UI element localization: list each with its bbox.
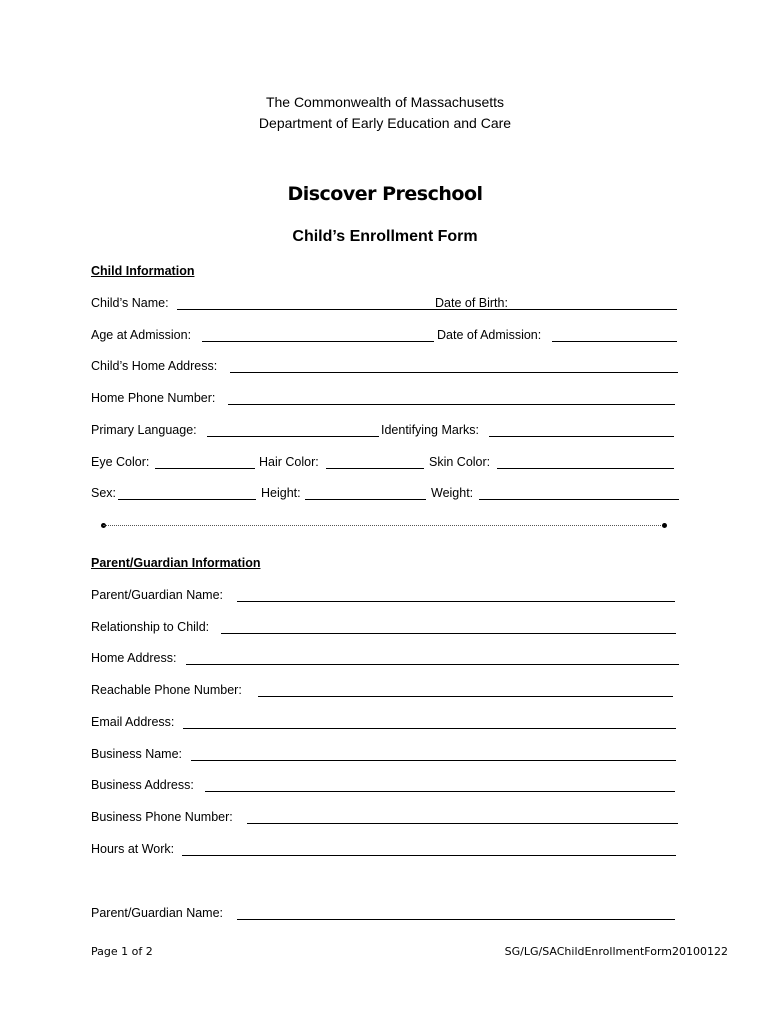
email-label: Email Address:	[91, 715, 175, 729]
weight-field[interactable]	[479, 499, 679, 500]
guardian-home-address-field[interactable]	[186, 664, 679, 665]
email-field[interactable]	[183, 728, 676, 729]
parent-information-heading: Parent/Guardian Information	[91, 556, 261, 570]
hair-color-label: Hair Color:	[259, 455, 319, 469]
date-of-admission-field[interactable]	[552, 341, 677, 342]
identifying-marks-label: Identifying Marks:	[381, 423, 479, 437]
childs-name-label: Child’s Name:	[91, 296, 169, 310]
hair-color-field[interactable]	[326, 468, 424, 469]
business-address-field[interactable]	[205, 791, 675, 792]
date-of-admission-label: Date of Admission:	[437, 328, 542, 342]
separator-right-dot	[662, 523, 667, 528]
primary-language-label: Primary Language:	[91, 423, 197, 437]
guardian-name-label: Parent/Guardian Name:	[91, 588, 224, 602]
guardian-name-2-field[interactable]	[237, 919, 675, 920]
age-at-admission-field[interactable]	[202, 341, 434, 342]
business-name-field[interactable]	[191, 760, 676, 761]
business-name-label: Business Name:	[91, 747, 183, 761]
date-of-birth-label: Date of Birth:	[435, 296, 508, 310]
age-at-admission-label: Age at Admission:	[91, 328, 192, 342]
height-label: Height:	[261, 486, 301, 500]
section-separator	[103, 525, 665, 526]
sex-field[interactable]	[118, 499, 256, 500]
form-title: Child’s Enrollment Form	[292, 228, 478, 245]
weight-label: Weight:	[431, 486, 474, 500]
page-number: Page 1 of 2	[91, 945, 153, 958]
agency-line-2: Department of Early Education and Care	[258, 115, 512, 131]
eye-color-field[interactable]	[155, 468, 255, 469]
height-field[interactable]	[305, 499, 426, 500]
home-phone-field[interactable]	[228, 404, 675, 405]
guardian-home-address-label: Home Address:	[91, 651, 177, 665]
child-home-address-field[interactable]	[230, 372, 678, 373]
identifying-marks-field[interactable]	[489, 436, 674, 437]
date-of-birth-field[interactable]	[515, 309, 677, 310]
hours-at-work-label: Hours at Work:	[91, 842, 175, 856]
sex-label: Sex:	[91, 486, 117, 500]
relationship-label: Relationship to Child:	[91, 620, 210, 634]
business-phone-field[interactable]	[247, 823, 678, 824]
guardian-name-2-label: Parent/Guardian Name:	[91, 906, 224, 920]
reachable-phone-field[interactable]	[258, 696, 673, 697]
child-home-address-label: Child’s Home Address:	[91, 359, 218, 373]
business-phone-label: Business Phone Number:	[91, 810, 233, 824]
business-address-label: Business Address:	[91, 778, 194, 792]
primary-language-field[interactable]	[207, 436, 379, 437]
agency-line-1: The Commonwealth of Massachusetts	[265, 94, 505, 110]
relationship-field[interactable]	[221, 633, 676, 634]
guardian-name-field[interactable]	[237, 601, 675, 602]
eye-color-label: Eye Color:	[91, 455, 150, 469]
hours-at-work-field[interactable]	[182, 855, 676, 856]
form-code: SG/LG/SAChildEnrollmentForm20100122	[504, 945, 728, 958]
program-title: Discover Preschool	[287, 183, 483, 205]
skin-color-field[interactable]	[497, 468, 674, 469]
child-information-heading: Child Information	[91, 264, 195, 278]
skin-color-label: Skin Color:	[429, 455, 491, 469]
home-phone-label: Home Phone Number:	[91, 391, 216, 405]
reachable-phone-label: Reachable Phone Number:	[91, 683, 242, 697]
